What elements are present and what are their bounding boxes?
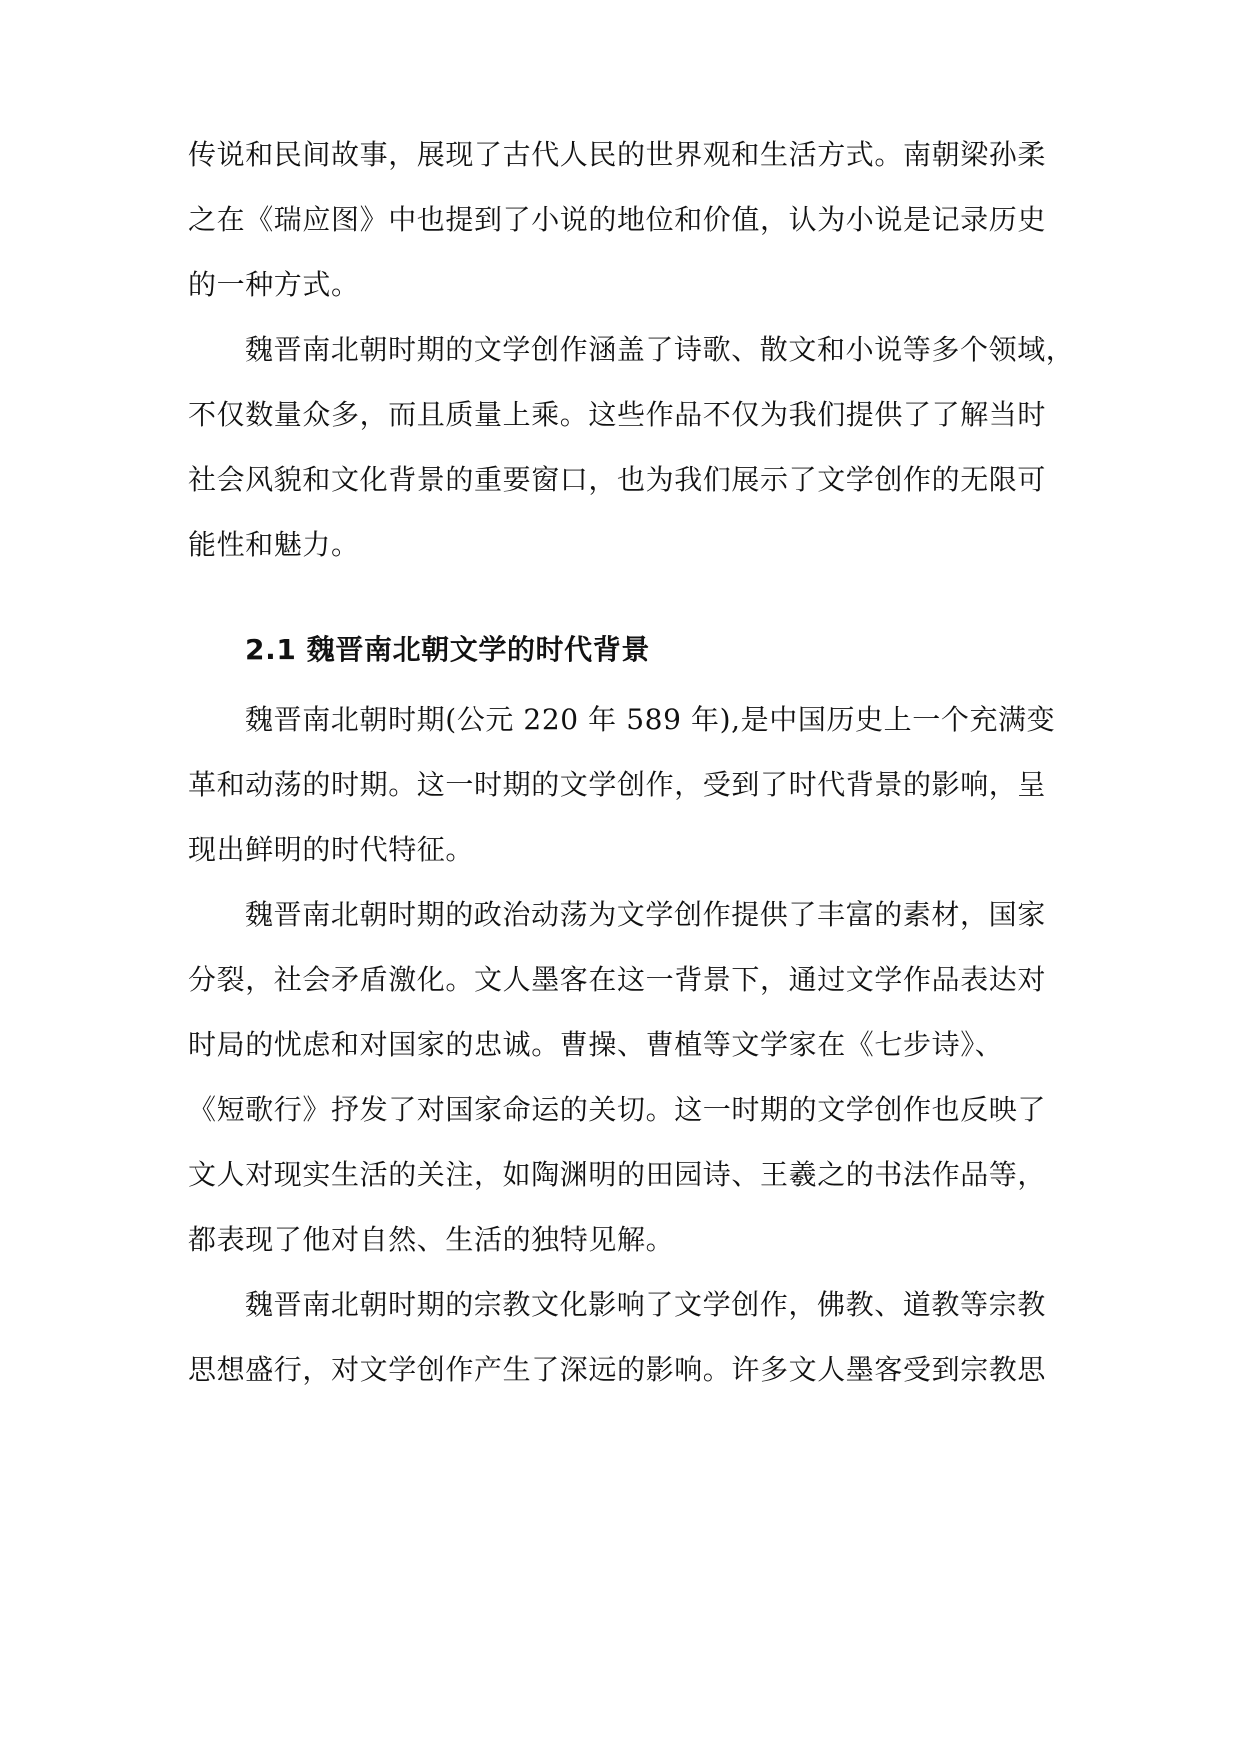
paragraph-line: 时局的忧虑和对国家的忠诚。曹操、曹植等文学家在《七步诗》、 (188, 1028, 1004, 1061)
paragraph-line: 魏晋南北朝时期的文学创作涵盖了诗歌、散文和小说等多个领域， (245, 333, 1075, 366)
section-heading: 2.1 魏晋南北朝文学的时代背景 (245, 633, 650, 666)
paragraph-line: 魏晋南北朝时期的政治动荡为文学创作提供了丰富的素材，国家 (245, 898, 1046, 931)
paragraph-line: 能性和魅力。 (188, 528, 360, 561)
paragraph-line: 不仅数量众多，而且质量上乘。这些作品不仅为我们提供了了解当时 (188, 398, 1047, 431)
paragraph-line: 思想盛行，对文学创作产生了深远的影响。许多文人墨客受到宗教思 (188, 1353, 1047, 1386)
paragraph-line: 分裂，社会矛盾激化。文人墨客在这一背景下，通过文学作品表达对 (188, 963, 1047, 996)
paragraph-line: 《短歌行》抒发了对国家命运的关切。这一时期的文学创作也反映了 (188, 1093, 1047, 1126)
paragraph-line: 现出鲜明的时代特征。 (188, 833, 475, 866)
paragraph-line: 传说和民间故事，展现了古代人民的世界观和生活方式。南朝梁孙柔 (188, 138, 1047, 171)
paragraph-line: 都表现了他对自然、生活的独特见解。 (188, 1223, 675, 1256)
paragraph-line: 魏晋南北朝时期的宗教文化影响了文学创作，佛教、道教等宗教 (245, 1288, 1046, 1321)
paragraph-line: 魏晋南北朝时期(公元 220 年 589 年),是中国历史上一个充满变 (245, 703, 1056, 736)
paragraph-line: 之在《瑞应图》中也提到了小说的地位和价值，认为小说是记录历史 (188, 203, 1047, 236)
paragraph-line: 的一种方式。 (188, 268, 360, 301)
paragraph-line: 社会风貌和文化背景的重要窗口，也为我们展示了文学创作的无限可 (188, 463, 1047, 496)
paragraph-line: 革和动荡的时期。这一时期的文学创作，受到了时代背景的影响，呈 (188, 768, 1047, 801)
paragraph-line: 文人对现实生活的关注，如陶渊明的田园诗、王羲之的书法作品等， (188, 1158, 1047, 1191)
